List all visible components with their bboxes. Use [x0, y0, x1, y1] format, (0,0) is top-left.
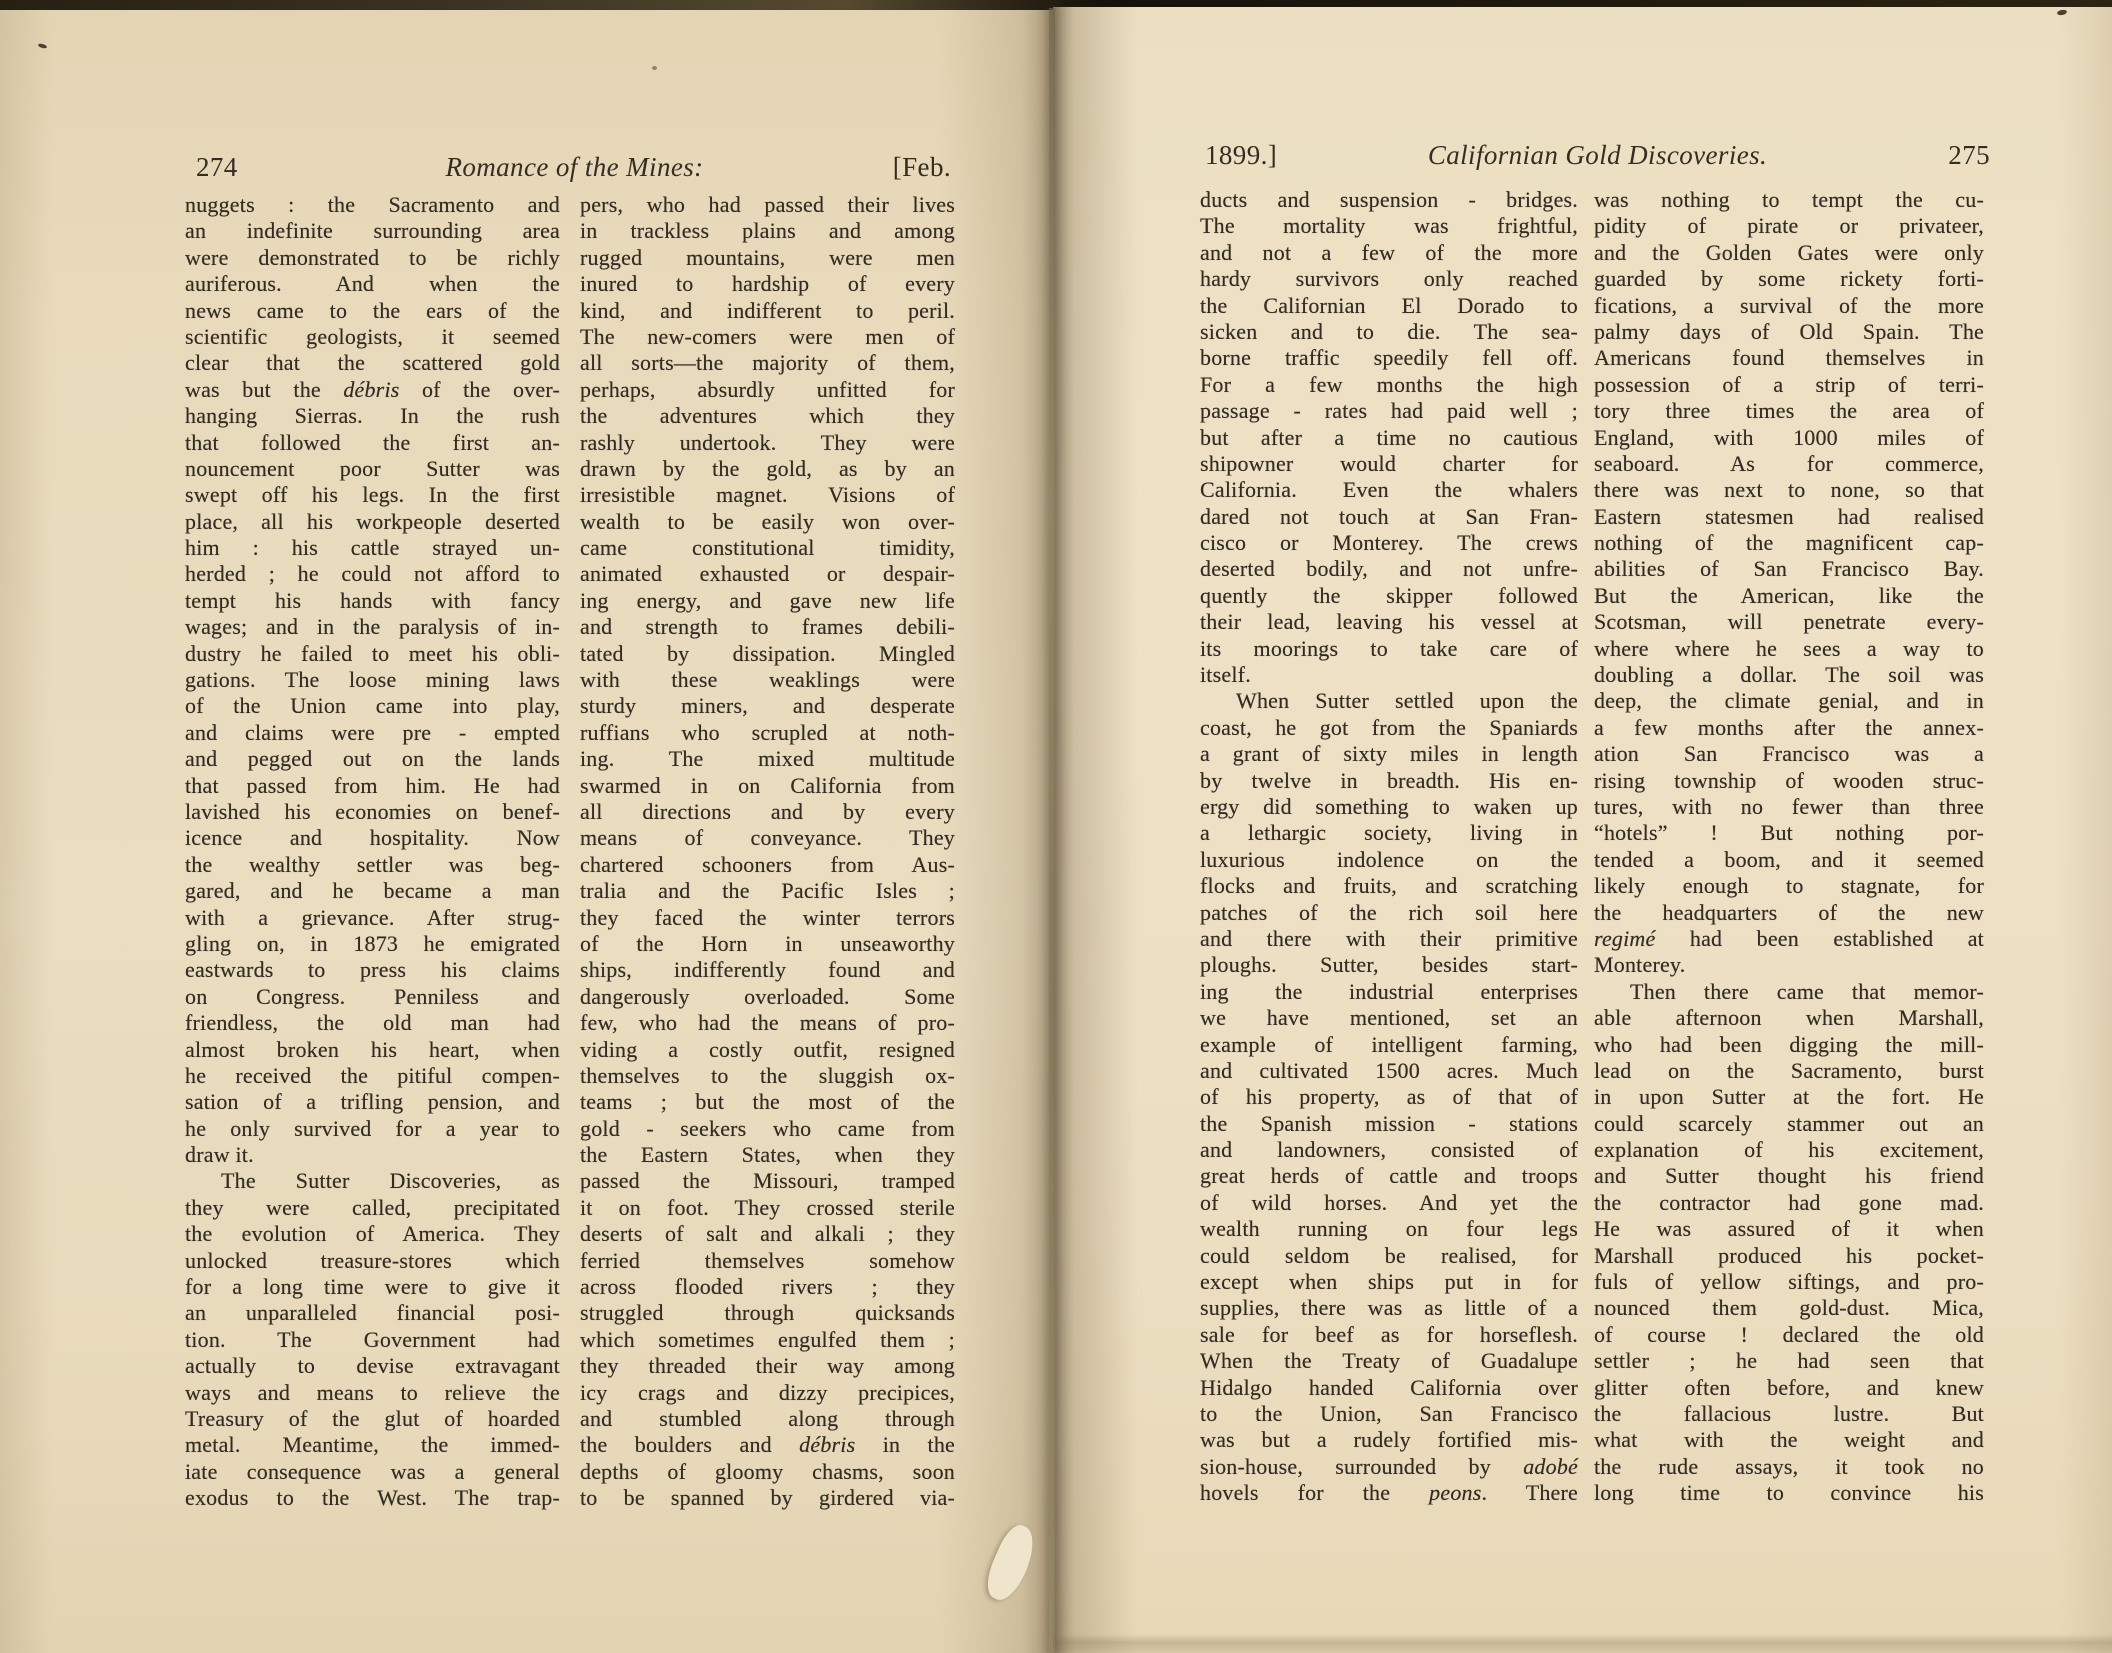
text-column-2: [580, 192, 955, 1512]
left-page-number: 274: [196, 152, 238, 182]
text-line: but after a time no cautious: [1200, 424, 1578, 450]
text-line: England, with 1000 miles of: [1594, 424, 1984, 450]
text-line: settler ; he had seen that: [1594, 1348, 1984, 1374]
text-line: deserted bodily, and not unfre-: [1200, 556, 1578, 582]
text-line: ferried themselves somehow: [580, 1247, 955, 1273]
text-line: swarmed in on California from: [580, 772, 955, 798]
left-page: [0, 10, 1053, 1653]
text-line: was nothing to tempt the cu-: [1594, 187, 1984, 212]
text-line: ing the industrial enterprises: [1200, 978, 1578, 1004]
text-line: was but a rudely fortified mis-: [1200, 1427, 1578, 1453]
text-line: few, who had the means of pro-: [580, 1010, 955, 1036]
text-line: doubling a dollar. The soil was: [1594, 662, 1984, 688]
text-line: ruffians who scrupled at noth-: [580, 719, 955, 745]
text-line: that passed from him. He had: [185, 772, 560, 798]
text-line: could seldom be realised, for: [1200, 1242, 1578, 1268]
text-line: tralia and the Pacific Isles ;: [580, 878, 955, 904]
text-line: lavished his economies on benef-: [185, 798, 560, 824]
text-line: ways and means to relieve the: [185, 1379, 560, 1405]
text-line: news came to the ears of the: [185, 297, 560, 323]
text-line: except when ships put in for: [1200, 1269, 1578, 1295]
text-line: tended a boom, and it seemed: [1594, 846, 1984, 872]
text-line: they were called, precipitated: [185, 1194, 560, 1220]
right-date-marker: 1899.]: [1205, 140, 1278, 170]
text-line: Eastern statesmen had realised: [1594, 503, 1984, 529]
text-line: itself.: [1200, 662, 1251, 688]
left-page-header: [196, 150, 953, 184]
text-line: gations. The loose mining laws: [185, 667, 560, 693]
text-line: to be spanned by girdered via-: [580, 1485, 955, 1511]
text-line: exodus to the West. The trap-: [185, 1485, 560, 1511]
text-line: the Spanish mission - stations: [1200, 1110, 1578, 1136]
text-line: and landowners, consisted of: [1200, 1137, 1578, 1163]
text-line: ing energy, and gave new life: [580, 587, 955, 613]
text-line: regimé had been established at: [1594, 925, 1984, 951]
text-line: But the American, like the: [1594, 582, 1984, 608]
text-line: with a grievance. After strug-: [185, 904, 560, 930]
text-line: him : his cattle strayed un-: [185, 535, 560, 561]
text-line: gared, and he became a man: [185, 878, 560, 904]
paper-speck: [652, 66, 657, 70]
text-line: draw it.: [185, 1142, 254, 1168]
text-line: an unparalleled financial posi-: [185, 1300, 560, 1326]
text-line: ation San Francisco was a: [1594, 741, 1984, 767]
text-line: who had been digging the mill-: [1594, 1031, 1984, 1057]
text-line: explanation of his excitement,: [1594, 1137, 1984, 1163]
text-line: and the Golden Gates were only: [1594, 239, 1984, 265]
text-line: For a few months the high: [1200, 371, 1578, 397]
text-line: themselves to the sluggish ox-: [580, 1062, 955, 1088]
text-line: a grant of sixty miles in length: [1200, 741, 1578, 767]
text-line: gling on, in 1873 he emigrated: [185, 930, 560, 956]
text-line: an indefinite surrounding area: [185, 218, 560, 244]
text-line: teams ; but the most of the: [580, 1089, 955, 1115]
text-line: dustry he failed to meet his obli-: [185, 640, 560, 666]
text-line: what with the weight and: [1594, 1427, 1984, 1453]
text-line: they threaded their way among: [580, 1353, 955, 1379]
text-line: the evolution of America. They: [185, 1221, 560, 1247]
text-line: clear that the scattered gold: [185, 350, 560, 376]
right-running-title: Californian Gold Discoveries.: [1427, 140, 1768, 170]
text-line: chartered schooners from Aus-: [580, 851, 955, 877]
text-line: drawn by the gold, as by an: [580, 455, 955, 481]
text-line: swept off his legs. In the first: [185, 482, 560, 508]
text-column-4: [1594, 187, 1984, 1507]
text-line: luxurious indolence on the: [1200, 846, 1578, 872]
text-line: he received the pitiful compen-: [185, 1062, 560, 1088]
text-line: nouncement poor Sutter was: [185, 455, 560, 481]
text-line: rashly undertook. They were: [580, 429, 955, 455]
text-line: hardy survivors only reached: [1200, 266, 1578, 292]
text-line: tory three times the area of: [1594, 398, 1984, 424]
text-line: nuggets : the Sacramento and: [185, 192, 560, 217]
text-line: borne traffic speedily fell off.: [1200, 345, 1578, 371]
text-line: and stumbled along through: [580, 1405, 955, 1431]
text-line: the rude assays, it took no: [1594, 1453, 1984, 1479]
text-line: wealth running on four legs: [1200, 1216, 1578, 1242]
text-line: ing. The mixed multitude: [580, 746, 955, 772]
text-line: passage - rates had paid well ;: [1200, 398, 1578, 424]
text-line: quently the skipper followed: [1200, 582, 1578, 608]
text-line: sale for beef as for horseflesh.: [1200, 1321, 1578, 1347]
text-line: actually to devise extravagant: [185, 1353, 560, 1379]
text-line: hovels for the peons. There: [1200, 1480, 1579, 1506]
text-line: its moorings to take care of: [1200, 635, 1578, 661]
text-line: to the Union, San Francisco: [1200, 1400, 1578, 1426]
text-line: in upon Sutter at the fort. He: [1594, 1084, 1984, 1110]
text-line: sturdy miners, and desperate: [580, 693, 955, 719]
text-line: all sorts—the majority of them,: [580, 350, 955, 376]
text-line: ploughs. Sutter, besides start-: [1200, 952, 1578, 978]
text-line: all directions and by every: [580, 798, 955, 824]
text-line: on Congress. Penniless and: [185, 983, 560, 1009]
text-line: abilities of San Francisco Bay.: [1594, 556, 1984, 582]
text-line: sation of a trifling pension, and: [185, 1089, 560, 1115]
right-page: [1053, 7, 2112, 1653]
text-line: When Sutter settled upon the: [1236, 688, 1578, 714]
text-line: deep, the climate genial, and in: [1594, 688, 1984, 714]
text-line: passed the Missouri, tramped: [580, 1168, 955, 1194]
text-line: sion-house, surrounded by adobé: [1200, 1453, 1578, 1479]
text-line: of course ! declared the old: [1594, 1321, 1984, 1347]
text-line: wealth to be easily won over-: [580, 508, 955, 534]
text-line: unlocked treasure-stores which: [185, 1247, 560, 1273]
text-line: fications, a survival of the more: [1594, 292, 1984, 318]
text-line: guarded by some rickety forti-: [1594, 266, 1984, 292]
text-line: the fallacious lustre. But: [1594, 1400, 1984, 1426]
text-line: and claims were pre - empted: [185, 719, 560, 745]
text-line: and Sutter thought his friend: [1594, 1163, 1984, 1189]
text-line: a few months after the annex-: [1594, 714, 1984, 740]
text-line: Treasury of the glut of hoarded: [185, 1405, 560, 1431]
gutter-seam: [1049, 8, 1055, 1653]
text-line: dangerously overloaded. Some: [580, 983, 955, 1009]
text-line: coast, he got from the Spaniards: [1200, 714, 1578, 740]
text-line: When the Treaty of Guadalupe: [1200, 1348, 1578, 1374]
text-line: He was assured of it when: [1594, 1216, 1984, 1242]
text-line: rising township of wooden struc-: [1594, 767, 1984, 793]
text-line: The Sutter Discoveries, as: [221, 1168, 560, 1194]
text-line: nounced them gold-dust. Mica,: [1594, 1295, 1984, 1321]
text-line: possession of a strip of terri-: [1594, 371, 1984, 397]
text-line: lead on the Sacramento, burst: [1594, 1057, 1984, 1083]
text-line: Monterey.: [1594, 952, 1686, 978]
text-line: and cultivated 1500 acres. Much: [1200, 1057, 1578, 1083]
right-page-bottom-edge: [1053, 1634, 2112, 1653]
text-line: ducts and suspension - bridges.: [1200, 187, 1578, 212]
text-line: and strength to frames debili-: [580, 614, 955, 640]
text-line: of the Horn in unseaworthy: [580, 930, 955, 956]
text-line: kind, and indifferent to peril.: [580, 297, 955, 323]
text-line: shipowner would charter for: [1200, 450, 1578, 476]
text-line: great herds of cattle and troops: [1200, 1163, 1578, 1189]
text-line: of wild horses. And yet the: [1200, 1189, 1578, 1215]
text-line: Then there came that memor-: [1630, 978, 1984, 1004]
text-line: he only survived for a year to: [185, 1115, 560, 1141]
text-line: with these weaklings were: [580, 667, 955, 693]
text-line: in trackless plains and among: [580, 218, 955, 244]
text-line: a lethargic society, living in: [1200, 820, 1578, 846]
text-line: it on foot. They crossed sterile: [580, 1194, 955, 1220]
text-line: seaboard. As for commerce,: [1594, 450, 1984, 476]
text-line: Hidalgo handed California over: [1200, 1374, 1578, 1400]
text-line: palmy days of Old Spain. The: [1594, 318, 1984, 344]
text-line: across flooded rivers ; they: [580, 1274, 955, 1300]
text-line: ergy did something to waken up: [1200, 793, 1578, 819]
text-line: place, all his workpeople deserted: [185, 508, 560, 534]
text-line: tempt his hands with fancy: [185, 587, 560, 613]
text-line: pers, who had passed their lives: [580, 192, 955, 217]
text-line: tated by dissipation. Mingled: [580, 640, 955, 666]
text-line: example of intelligent farming,: [1200, 1031, 1578, 1057]
text-line: the boulders and débris in the: [580, 1432, 956, 1458]
text-line: iate consequence was a general: [185, 1458, 560, 1484]
text-line: cisco or Monterey. The crews: [1200, 530, 1578, 556]
text-line: the Californian El Dorado to: [1200, 292, 1578, 318]
text-line: came constitutional timidity,: [580, 535, 955, 561]
text-line: their lead, leaving his vessel at: [1200, 609, 1578, 635]
left-date-marker: [Feb.: [892, 152, 951, 182]
text-line: there was next to none, so that: [1594, 477, 1984, 503]
right-page-header: [1205, 138, 1990, 172]
text-line: and there with their primitive: [1200, 925, 1578, 951]
text-line: flocks and fruits, and scratching: [1200, 873, 1578, 899]
text-line: depths of gloomy chasms, soon: [580, 1458, 955, 1484]
text-line: the Eastern States, when they: [580, 1142, 955, 1168]
text-line: by twelve in breadth. His en-: [1200, 767, 1578, 793]
left-running-title: Romance of the Mines:: [445, 152, 704, 182]
text-line: friendless, the old man had: [185, 1010, 560, 1036]
text-line: of the Union came into play,: [185, 693, 560, 719]
text-line: The mortality was frightful,: [1200, 213, 1578, 239]
text-line: California. Even the whalers: [1200, 477, 1578, 503]
text-line: metal. Meantime, the immed-: [185, 1432, 560, 1458]
text-line: which sometimes engulfed them ;: [580, 1326, 955, 1352]
text-line: glitter often before, and knew: [1594, 1374, 1984, 1400]
right-page-number: 275: [1948, 140, 1990, 170]
text-line: means of conveyance. They: [580, 825, 955, 851]
text-line: Marshall produced his pocket-: [1594, 1242, 1984, 1268]
text-line: viding a costly outfit, resigned: [580, 1036, 955, 1062]
text-column-3: [1200, 187, 1578, 1507]
text-line: for a long time were to give it: [185, 1274, 560, 1300]
text-line: hanging Sierras. In the rush: [185, 403, 560, 429]
text-line: ships, indifferently found and: [580, 957, 955, 983]
text-column-1: [185, 192, 560, 1512]
text-line: fuls of yellow siftings, and pro-: [1594, 1269, 1984, 1295]
text-line: the wealthy settler was beg-: [185, 851, 560, 877]
text-line: the contractor had gone mad.: [1594, 1189, 1984, 1215]
text-line: dared not touch at San Fran-: [1200, 503, 1578, 529]
text-line: nothing of the magnificent cap-: [1594, 530, 1984, 556]
text-line: The new-comers were men of: [580, 323, 955, 349]
text-line: wages; and in the paralysis of in-: [185, 614, 560, 640]
text-line: rugged mountains, were men: [580, 244, 955, 270]
text-line: icy crags and dizzy precipices,: [580, 1379, 955, 1405]
text-line: eastwards to press his claims: [185, 957, 560, 983]
text-line: was but the débris of the over-: [185, 376, 560, 402]
text-line: were demonstrated to be richly: [185, 244, 560, 270]
text-line: able afternoon when Marshall,: [1594, 1005, 1984, 1031]
text-line: icence and hospitality. Now: [185, 825, 560, 851]
text-line: likely enough to stagnate, for: [1594, 873, 1984, 899]
text-line: we have mentioned, set an: [1200, 1005, 1578, 1031]
text-line: where where he sees a way to: [1594, 635, 1984, 661]
text-line: long time to convince his: [1594, 1480, 1984, 1506]
text-line: that followed the first an-: [185, 429, 560, 455]
text-line: and not a few of the more: [1200, 239, 1578, 265]
text-line: Americans found themselves in: [1594, 345, 1984, 371]
text-line: sicken and to die. The sea-: [1200, 318, 1578, 344]
text-line: of his property, as of that of: [1200, 1084, 1578, 1110]
text-line: patches of the rich soil here: [1200, 899, 1578, 925]
text-line: and pegged out on the lands: [185, 746, 560, 772]
text-line: perhaps, absurdly unfitted for: [580, 376, 955, 402]
text-line: supplies, there was as little of a: [1200, 1295, 1578, 1321]
text-line: herded ; he could not afford to: [185, 561, 560, 587]
text-line: deserts of salt and alkali ; they: [580, 1221, 955, 1247]
text-line: auriferous. And when the: [185, 271, 560, 297]
text-line: tion. The Government had: [185, 1326, 560, 1352]
text-line: struggled through quicksands: [580, 1300, 955, 1326]
text-line: almost broken his heart, when: [185, 1036, 560, 1062]
text-line: tures, with no fewer than three: [1594, 793, 1984, 819]
text-line: scientific geologists, it seemed: [185, 323, 560, 349]
text-line: “hotels” ! But nothing por-: [1594, 820, 1984, 846]
text-line: Scotsman, will penetrate every-: [1594, 609, 1984, 635]
text-line: they faced the winter terrors: [580, 904, 955, 930]
text-line: could scarcely stammer out an: [1594, 1110, 1984, 1136]
text-line: the adventures which they: [580, 403, 955, 429]
text-line: irresistible magnet. Visions of: [580, 482, 955, 508]
text-line: the headquarters of the new: [1594, 899, 1984, 925]
text-line: inured to hardship of every: [580, 271, 955, 297]
text-line: animated exhausted or despair-: [580, 561, 955, 587]
text-line: pidity of pirate or privateer,: [1594, 213, 1984, 239]
text-line: gold - seekers who came from: [580, 1115, 955, 1141]
